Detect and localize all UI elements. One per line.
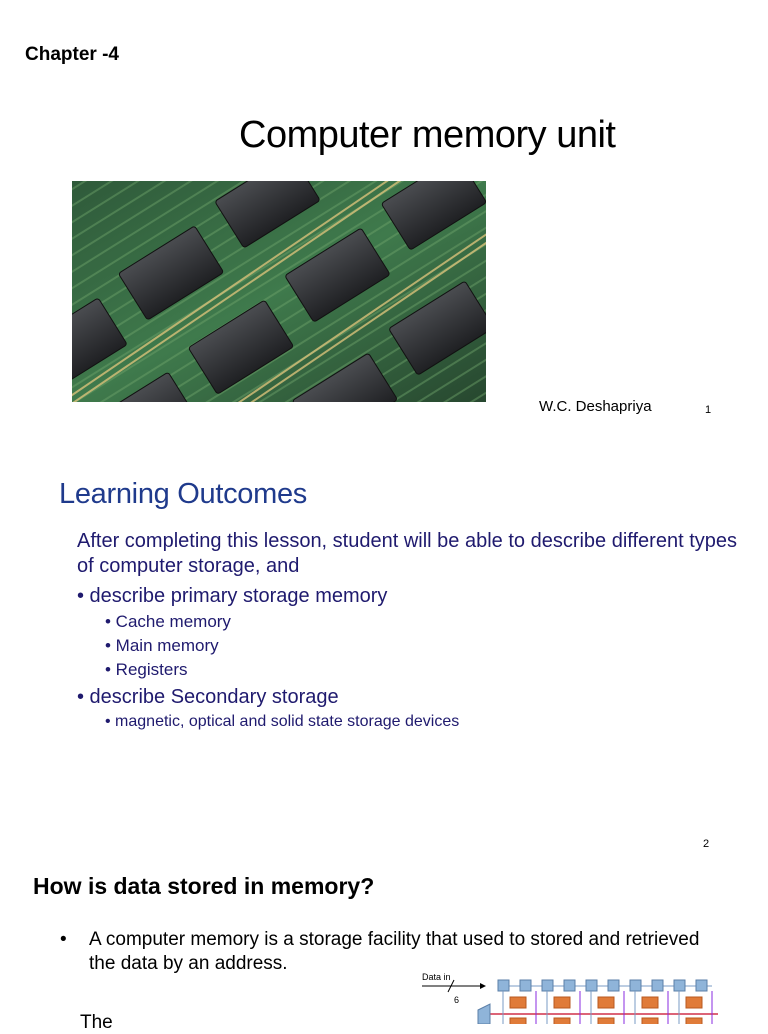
memory-question-title: How is data stored in memory? bbox=[33, 873, 375, 899]
outcome-subitem: • magnetic, optical and solid state storage devices bbox=[105, 713, 460, 730]
cut-off-text: The bbox=[80, 1012, 113, 1033]
bus-width-label: 6 bbox=[454, 995, 460, 1005]
outcome-subitem: • Registers bbox=[105, 660, 188, 679]
outcome-subitem: • Main memory bbox=[105, 636, 219, 655]
chapter-heading: Chapter -4 bbox=[25, 44, 119, 65]
bullet-text: A computer memory is a storage facility that used to stored and retrieved the data by an address. bbox=[89, 929, 700, 974]
outcomes-intro: After completing this lesson, student will be able to describe different types of computer storage, and bbox=[77, 530, 737, 577]
memory-array-diagram bbox=[418, 966, 718, 1024]
ram-chips-photo bbox=[72, 181, 486, 402]
author-name: W.C. Deshapriya bbox=[539, 398, 652, 415]
data-in-label: Data in bbox=[422, 972, 451, 982]
slide-title: Computer memory unit bbox=[239, 114, 616, 156]
page-number: 2 bbox=[703, 838, 710, 850]
outcome-item: • describe Secondary storage bbox=[77, 686, 339, 708]
bullet-marker: • bbox=[60, 929, 67, 950]
outcome-item: • describe primary storage memory bbox=[77, 585, 388, 607]
learning-outcomes-body bbox=[77, 529, 757, 731]
outcome-subitem: • Cache memory bbox=[105, 612, 231, 631]
learning-outcomes-title: Learning Outcomes bbox=[59, 478, 307, 510]
page-number: 1 bbox=[705, 404, 712, 416]
